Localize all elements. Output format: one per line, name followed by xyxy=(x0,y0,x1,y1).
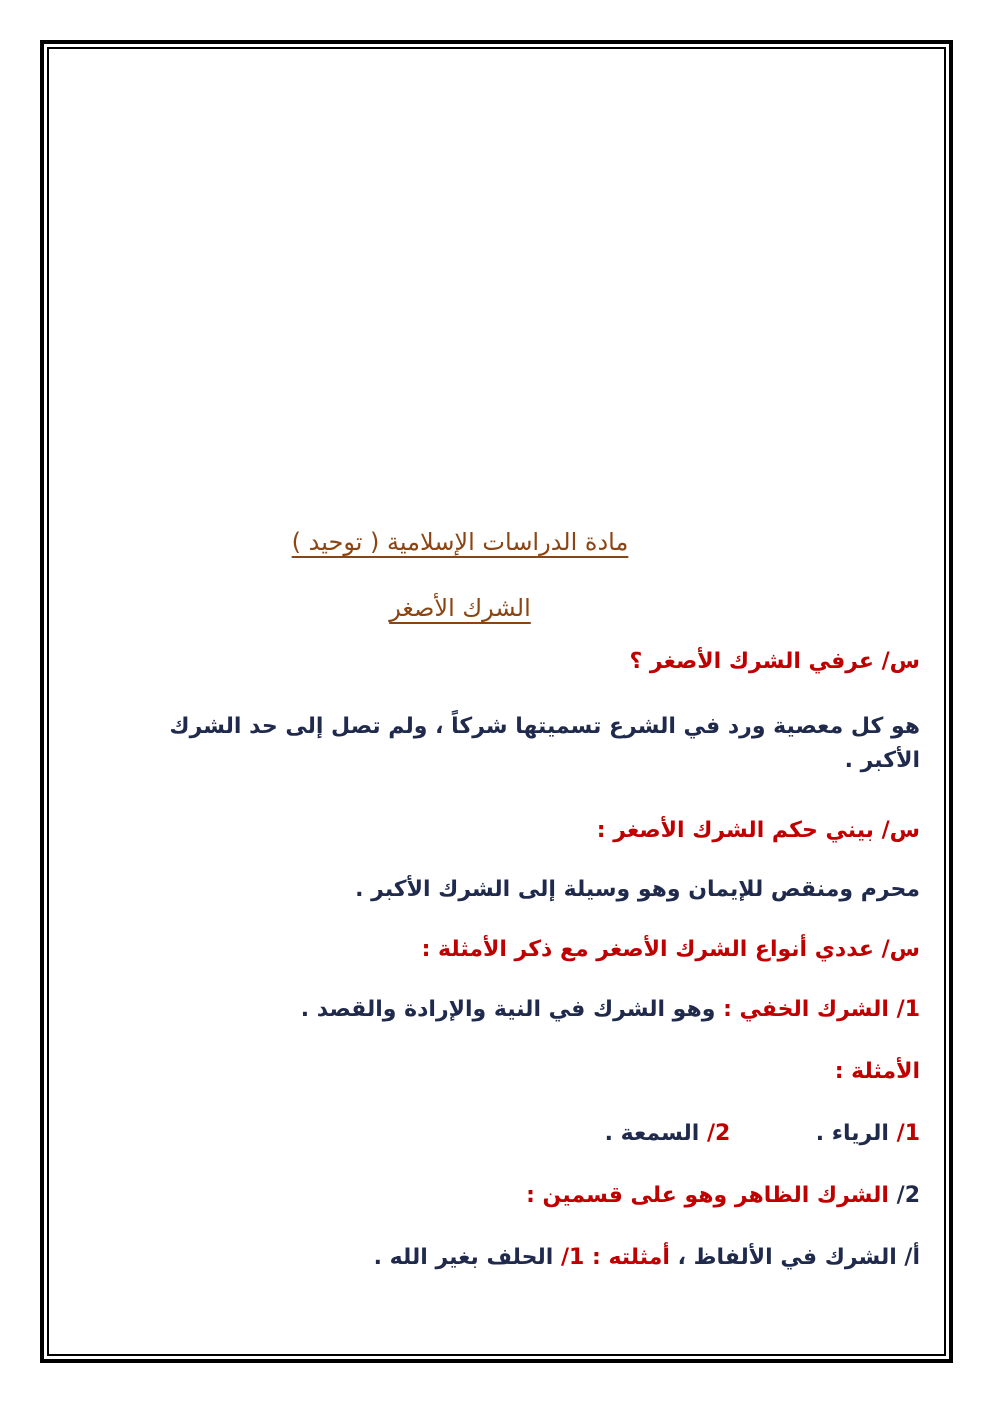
answer-1: هو كل معصية ورد في الشرع تسميتها شركاً ، ولم تصل إلى حد الشرك الأكبر . xyxy=(169,714,920,773)
subject-title: مادة الدراسات الإسلامية ( توحيد ) xyxy=(291,528,629,556)
example-1-number: 1/ xyxy=(896,1121,920,1146)
lesson-title: الشرك الأصغر xyxy=(389,594,531,622)
type-1-name: الشرك الخفي : xyxy=(723,997,889,1022)
question-1: س/ عرفي الشرك الأصغر ؟ xyxy=(629,649,920,674)
sub-type-a-example-number: 1/ xyxy=(560,1245,585,1270)
type-2-number: 2/ xyxy=(896,1183,920,1208)
example-2-text: السمعة . xyxy=(604,1121,700,1146)
type-1-number: 1/ xyxy=(896,997,920,1022)
question-2: س/ بيني حكم الشرك الأصغر : xyxy=(596,818,920,843)
examples-label: الأمثلة : xyxy=(834,1059,920,1084)
sub-type-a-example-text: الحلف بغير الله . xyxy=(373,1245,554,1270)
examples-list xyxy=(605,1123,920,1145)
type-2-text: الشرك الظاهر وهو على قسمين : xyxy=(526,1183,889,1208)
sub-type-a-examples-label: أمثلته : xyxy=(592,1245,670,1270)
example-2-number: 2/ xyxy=(706,1121,731,1146)
type-1-definition: وهو الشرك في النية والإرادة والقصد . xyxy=(300,997,716,1022)
document-body xyxy=(120,0,920,1403)
type-2 xyxy=(526,1185,920,1207)
answer-2: محرم ومنقص للإيمان وهو وسيلة إلى الشرك الأكبر . xyxy=(355,877,920,902)
question-3: س/ عددي أنواع الشرك الأصغر مع ذكر الأمثلة : xyxy=(421,937,920,962)
example-1-text: الرياء . xyxy=(815,1121,889,1146)
type-1 xyxy=(301,999,920,1021)
sub-type-a-text: الشرك في الألفاظ ، xyxy=(677,1245,897,1270)
sub-type-a xyxy=(374,1247,920,1269)
sub-type-a-label: أ/ xyxy=(904,1245,920,1270)
